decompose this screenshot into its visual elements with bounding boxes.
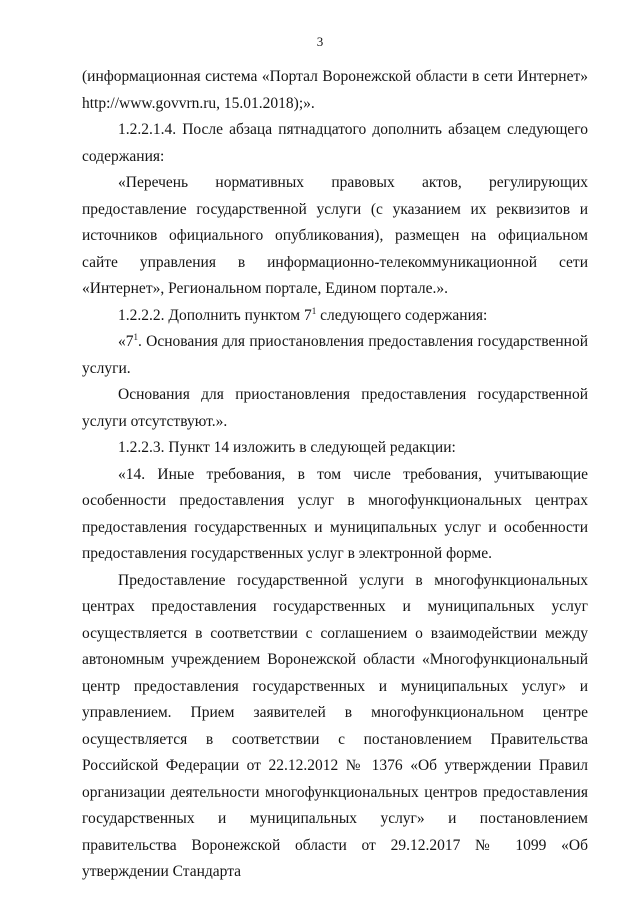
paragraph-item-14: «14. Иные требования, в том числе требования, учитывающие особенности предоставления услуг в многофункциональных центрах предоставления государственных и муниципальных услуг и особенности предоставления государственных услуг в электронной форме. [82, 465, 588, 562]
paragraph-portal-reference: (информационная система «Портал Воронежской области в сети Интернет» http://www.govvrn.ru, 15.01.2018);». [82, 68, 588, 112]
page-number: 3 [316, 34, 324, 49]
superscript-marker: 1 [311, 305, 317, 316]
paragraph-no-suspension-grounds: Основания для приостановления предоставления государственной услуги отсутствуют.». [82, 386, 588, 430]
paragraph-legal-acts-list: «Перечень нормативных правовых актов, регулирующих предоставление государственной услуги (с указанием их реквизитов и источников официального опубликования), размещен на официальном сайте управления в информационно-телекоммуникационной сети «Интернет», Региональном портале, Едином портале.». [82, 174, 588, 297]
paragraph-mfc-service: Предоставление государственной услуги в многофункциональных центрах предоставления государственных и муниципальных услуг осуществляется в соответствии с соглашением о взаимодействии между автономным учреждением Воронежской области «Многофункциональный центр предоставления государственных и муниципальных услуг» и управлением. Прием заявителей в многофункциональном центре осуществляется в соответствии с постановлением Правительства Российской Федерации от 22.12.2012 № 1376 «Об утверждении Правил организации деятельности многофункциональных центров предоставления государственных и муниципальных услуг» и постановлением правительства Воронежской области от 29.12.2017 № 1099 «Об утверждении Стандарта [82, 571, 588, 880]
body-text [82, 64, 588, 886]
paragraph-item-7-1 [82, 329, 588, 382]
paragraph-1-2-2-2-text: 1.2.2.2. Дополнить пунктом 7 [118, 306, 312, 324]
item-7-1-number: «7 [118, 333, 134, 350]
paragraph-1-2-2-1-4: 1.2.2.1.4. После абзаца пятнадцатого дополнить абзацем следующего содержания: [82, 121, 588, 165]
paragraph-1-2-2-3: 1.2.2.3. Пункт 14 изложить в следующей редакции: [118, 439, 456, 456]
superscript-marker: 1 [133, 332, 138, 342]
item-7-1-text: . Основания для приостановления предоставления государственной услуги. [82, 333, 588, 377]
paragraph-1-2-2-2-tail: следующего содержания: [316, 306, 488, 324]
paragraph-1-2-2-2 [82, 303, 588, 330]
